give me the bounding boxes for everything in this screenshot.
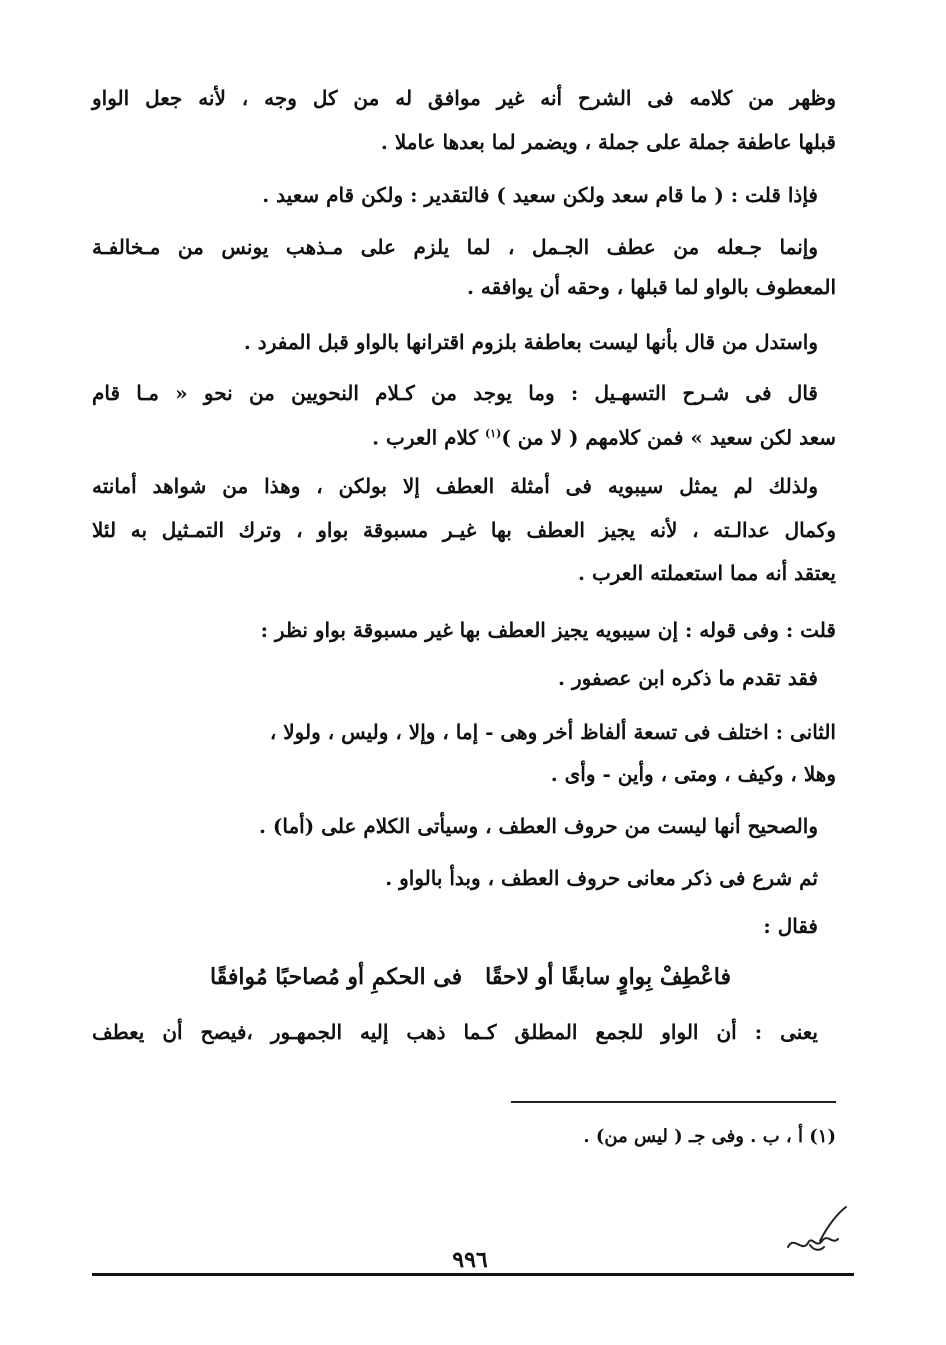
text-line-with-footnote [372,414,836,458]
text-line: الثانى : اختلف فى تسعة ألفاظ أخر وهى - إما ، وإلا ، وليس ، ولولا ، [269,720,836,744]
footnote: (١) أ ، ب . وفى جـ ( ليس من) . [583,1126,836,1147]
text-line: فإذا قلت : ( ما قام سعد ولكن سعيد ) فالتقدير : ولكن قام سعيد . [262,183,818,207]
verse-second-hemistich: فى الحكمِ أو مُصاحبًا مُوافقًا [210,964,463,990]
text-line: والصحيح أنها ليست من حروف العطف ، وسيأتى الكلام على (أما) . [258,814,818,838]
text-line: المعطوف بالواو لما قبلها ، وحقه أن يوافقه . [467,275,836,299]
handwritten-signature [780,1205,850,1260]
text-line: قبلها عاطفة جملة على جملة ، ويضمر لما بعدها عاملا . [380,130,836,154]
text-line: وإنما جـعله من عطف الجـمل ، لما يلزم على مـذهب يونس من مـخالفـة [92,235,818,259]
page-number: ٩٩٦ [452,1247,488,1273]
text-segment: سعد لكن سعيد » فمن كلامهم ( لا من ) [501,425,836,450]
poem-verse [210,955,731,999]
text-segment: كلام العرب . [372,425,478,450]
text-line: ولذلك لم يمثل سيبويه فى أمثلة العطف إلا بولكن ، وهذا من شواهد أمانته [92,474,818,498]
text-line: وكمال عدالـته ، لأنه يجيز العطف بها غيـر مسبوقة بواو ، وترك التمـثيل به لئلا [92,518,836,542]
text-line: قال فى شـرح التسهـيل : وما يوجد من كـلام النحويين من نحو « مـا قام [92,381,818,405]
text-line: ثم شرع فى ذكر معانى حروف العطف ، وبدأ بالواو . [385,866,818,890]
text-line: يعنى : أن الواو للجمع المطلق كـما ذهب إليه الجمهـور ،فيصح أن يعطف [92,1020,818,1044]
text-line: وظهر من كلامه فى الشرح أنه غير موافق له من كل وجه ، لأنه جعل الواو [92,86,836,110]
footnote-reference: (١) [484,427,502,440]
text-line: فقال : [763,914,818,938]
text-line: وهلا ، وكيف ، ومتى ، وأين - وأى . [550,762,836,786]
text-line: واستدل من قال بأنها ليست بعاطفة بلزوم اقترانها بالواو قبل المفرد . [243,330,818,354]
text-line: فقد تقدم ما ذكره ابن عصفور . [558,666,818,690]
verse-first-hemistich: فاعْطِفْ بِواوٍ سابقًا أو لاحقًا [485,964,731,990]
page-bottom-rule [92,1273,854,1276]
text-line: يعتقد أنه مما استعملته العرب . [578,561,836,585]
footnote-divider [511,1101,836,1103]
text-line: قلت : وفى قوله : إن سيبويه يجيز العطف بها غير مسبوقة بواو نظر : [260,618,836,642]
